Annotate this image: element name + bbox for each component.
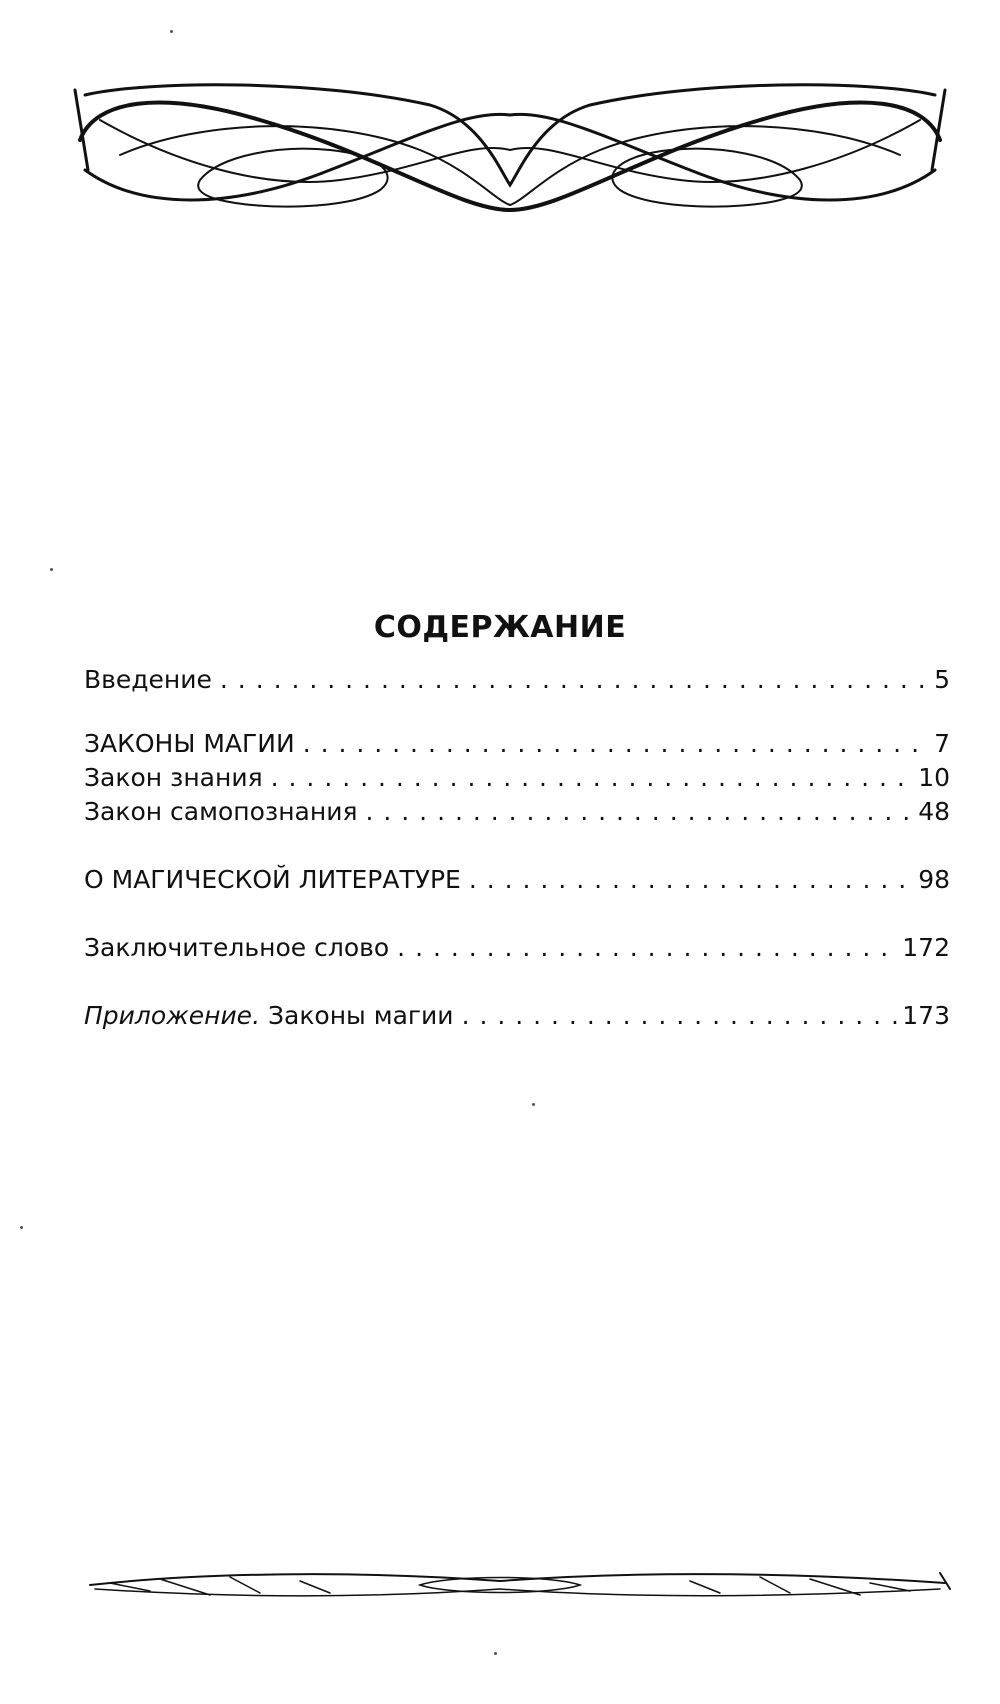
toc-entry-page: 173 — [902, 1001, 950, 1030]
bottom-flourish-ornament — [0, 1555, 1000, 1615]
toc-entry — [84, 1000, 950, 1032]
toc-entry-label: Закон знания — [84, 763, 263, 792]
toc-entry-page: 10 — [918, 763, 950, 792]
toc-entry — [84, 932, 950, 964]
toc-entry-label: ЗАКОНЫ МАГИИ — [84, 729, 295, 758]
toc-entry-label: Закон самопознания — [84, 797, 358, 826]
toc-entry-page: 48 — [918, 797, 950, 826]
scan-speck — [494, 1652, 497, 1655]
scan-speck — [532, 1103, 535, 1106]
scan-speck — [20, 1226, 23, 1229]
toc-entry-label: Введение — [84, 665, 212, 694]
toc-entry-label-rest: Законы магии — [267, 1001, 454, 1030]
toc-entry-page: 5 — [934, 665, 950, 694]
toc-entry-label: Заключительное слово — [84, 933, 390, 962]
dot-leader — [303, 728, 930, 760]
dot-leader — [462, 1000, 899, 1032]
scan-speck — [50, 568, 53, 571]
dot-leader — [366, 796, 915, 828]
toc-entry — [84, 864, 950, 896]
toc-entry — [84, 728, 950, 760]
page-title: СОДЕРЖАНИЕ — [373, 610, 627, 646]
toc-entry — [84, 664, 950, 696]
toc-entry — [84, 796, 950, 828]
dot-leader — [271, 762, 915, 794]
toc-entry-page: 98 — [918, 865, 950, 894]
toc-entry-label — [84, 1000, 454, 1032]
dot-leader — [397, 932, 898, 964]
dot-leader — [469, 864, 914, 896]
toc-entry-page: 172 — [902, 933, 950, 962]
scan-speck — [170, 30, 173, 33]
dot-leader — [220, 664, 930, 696]
toc-entry-label: О МАГИЧЕСКОЙ ЛИТЕРАТУРЕ — [84, 865, 461, 894]
toc-entry — [84, 762, 950, 794]
toc-entry-page: 7 — [934, 729, 950, 758]
top-flourish-ornament — [0, 60, 1000, 220]
toc-entry-label-italic: Приложение. — [84, 1001, 261, 1030]
